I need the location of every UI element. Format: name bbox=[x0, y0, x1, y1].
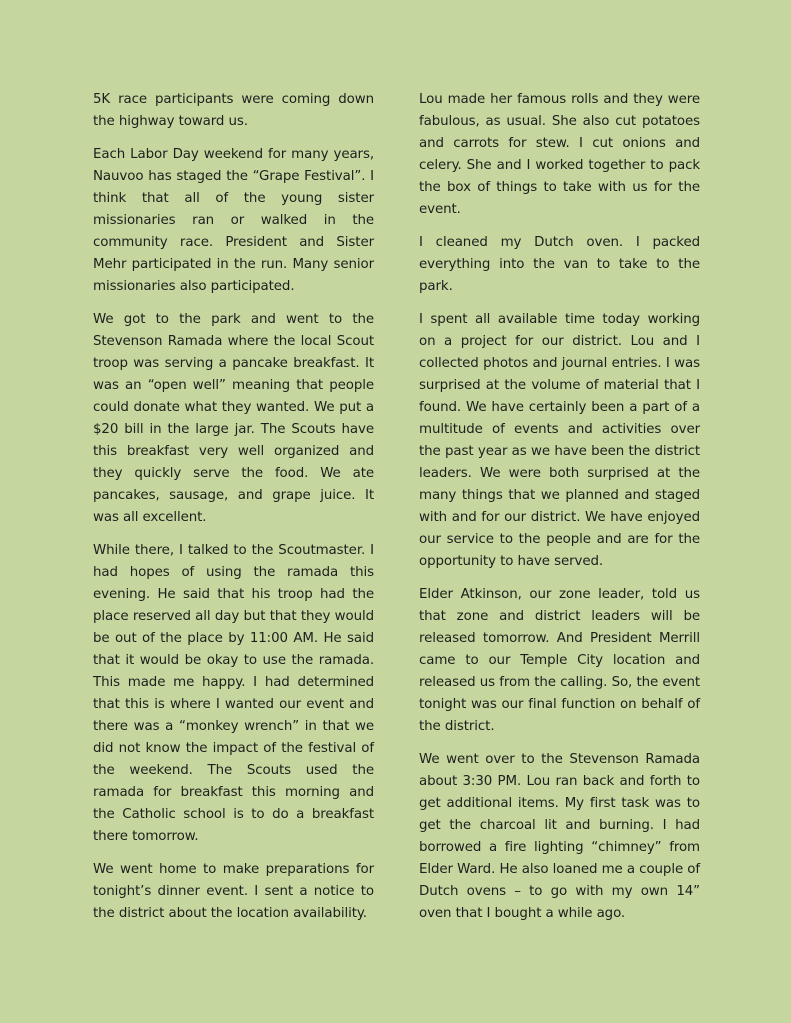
left-paragraph-4: While there, I talked to the Scoutmaster. I had hopes of using the ramada this evening. He said that his troop had the place reserved all day but that they would be out of the place by 11:00 AM. He said that it would be okay to use the ramada. This made me happy. I had determined that this is where I wanted our event and there was a “monkey wrench” in that we did not know the impact of the festival of the weekend. The Scouts used the ramada for breakfast this morning and the Catholic school is to do a breakfast there tomorrow. bbox=[93, 543, 374, 844]
left-paragraph-2: Each Labor Day weekend for many years, Nauvoo has staged the “Grape Festival”. I think that all of the young sister missionaries ran or walked in the community race. President and Sister Mehr participated in the run. Many senior missionaries also participated. bbox=[93, 147, 374, 294]
right-column bbox=[419, 89, 700, 936]
left-paragraph-1: 5K race participants were coming down the highway toward us. bbox=[93, 92, 374, 129]
right-paragraph-1: Lou made her famous rolls and they were fabulous, as usual. She also cut potatoes and carrots for stew. I cut onions and celery. She and I worked together to pack the box of things to take with us for the event. bbox=[419, 92, 700, 217]
right-paragraph-2: I cleaned my Dutch oven. I packed everything into the van to take to the park. bbox=[419, 235, 700, 294]
right-paragraph-3: I spent all available time today working on a project for our district. Lou and I collected photos and journal entries. I was surprised at the volume of material that I found. We have certainly been a part of a multitude of events and activities over the past year as we have been the district leaders. We were both surprised at the many things that we planned and staged with and for our district. We have enjoyed our service to the people and are for the opportunity to have served. bbox=[419, 312, 700, 569]
left-paragraph-5: We went home to make preparations for tonight’s dinner event. I sent a notice to the district about the location availability. bbox=[93, 862, 374, 921]
left-column bbox=[93, 89, 374, 936]
left-paragraph-3: We got to the park and went to the Stevenson Ramada where the local Scout troop was serving a pancake breakfast. It was an “open well” meaning that people could donate what they wanted. We put a $20 bill in the large jar. The Scouts have this breakfast very well organized and they quickly serve the food. We ate pancakes, sausage, and grape juice. It was all excellent. bbox=[93, 312, 374, 525]
right-paragraph-4: Elder Atkinson, our zone leader, told us that zone and district leaders will be released tomorrow. And President Merrill came to our Temple City location and released us from the calling. So, the event tonight was our final function on behalf of the district. bbox=[419, 587, 700, 734]
right-paragraph-5: We went over to the Stevenson Ramada about 3:30 PM. Lou ran back and forth to get additional items. My first task was to get the charcoal lit and burning. I had borrowed a fire lighting “chimney” from Elder Ward. He also loaned me a couple of Dutch ovens – to go with my own 14” oven that I bought a while ago. bbox=[419, 752, 700, 921]
